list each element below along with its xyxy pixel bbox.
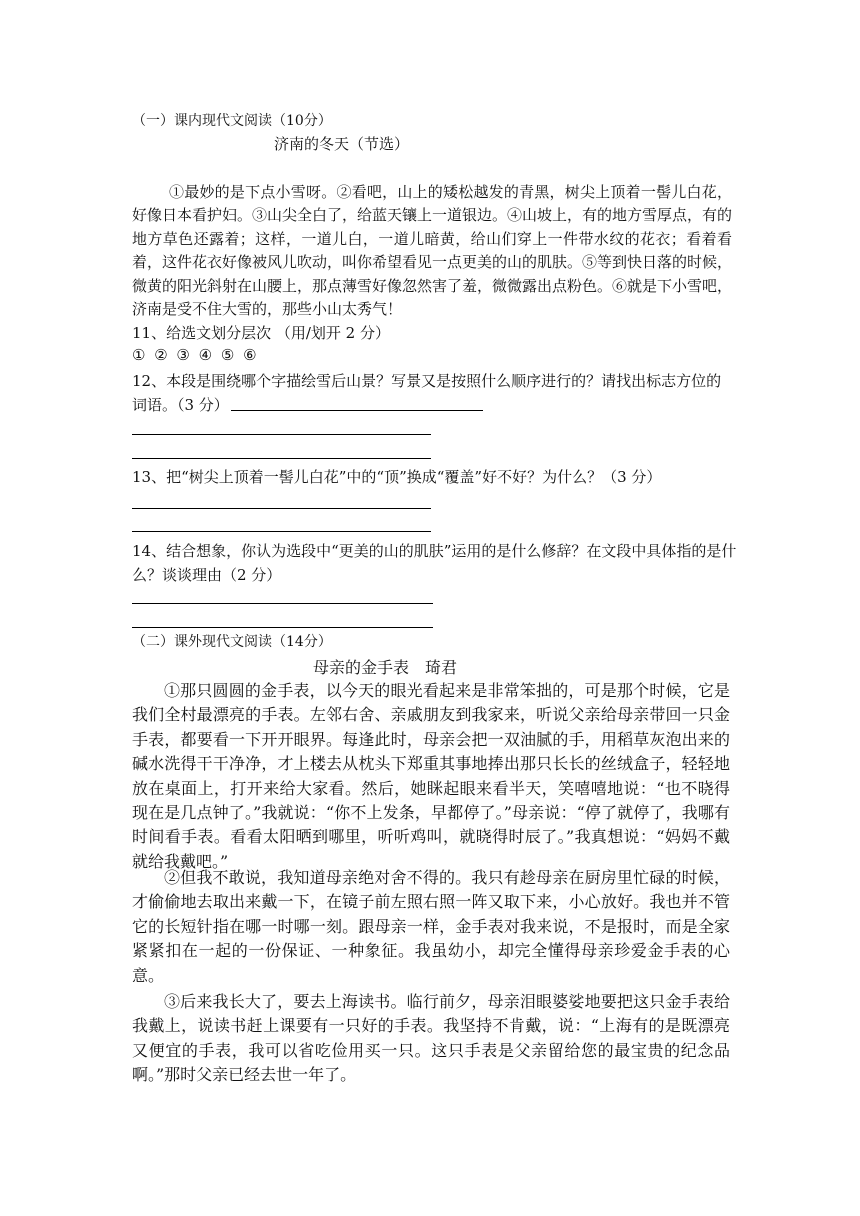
- answer-line-14a[interactable]: [132, 603, 433, 604]
- question-14-line2: 么？谈谈理由（2 分）: [132, 566, 282, 584]
- question-12-line1: 12、本段是围绕哪个字描绘雪后山景？写景又是按照什么顺序进行的？请找出标志方位的: [132, 372, 722, 390]
- question-13: 13、把“树尖上顶着一髻儿白花”中的“顶”换成“覆盖”好不好？为什么？（3 分）: [132, 468, 662, 486]
- answer-line-13a[interactable]: [132, 508, 431, 509]
- answer-line-13b[interactable]: [132, 531, 431, 532]
- section2-title: 母亲的金手表 琦君: [313, 658, 458, 677]
- question-12-line2: 词语。（3 分）: [132, 396, 229, 414]
- section2-paragraph-3: ③后来我长大了，要去上海读书。临行前夕，母亲泪眼婆娑地要把这只金手表给我戴上，说读书赶上课要有一只好的手表。我坚持不肯戴，说：“上海有的是既漂亮又便宜的手表，我可以省吃俭用买一只。这只手表是父亲留给您的最宝贵的纪念品啊。”那时父亲已经去世一年了。: [132, 992, 730, 1085]
- question-11: 11、给选文划分层次 （用/划开 2 分）: [132, 324, 390, 342]
- section2-paragraph-2: ②但我不敢说，我知道母亲绝对舍不得的。我只有趁母亲在厨房里忙碌的时候，才偷偷地去取出来戴一下，在镜子前左照右照一阵又取下来，小心放好。我也并不管它的长短针指在哪一时哪一刻。跟母亲一样，金手表对我来说，不是报时，而是全家紧紧扣在一起的一份保证、一种象征。我虽幼小，却完全懂得母亲珍爱金手表的心意。: [132, 868, 730, 985]
- question-11-options: ① ② ③ ④ ⑤ ⑥: [132, 346, 259, 364]
- answer-line-14b[interactable]: [132, 627, 433, 628]
- section1-passage: ①最妙的是下点小雪呀。②看吧，山上的矮松越发的青黑，树尖上顶着一髻儿白花，好像日本看护妇。③山尖全白了，给蓝天镶上一道银边。④山坡上，有的地方雪厚点，有的地方草色还露着；这样，一道儿白，一道儿暗黄，给山们穿上一件带水纹的花衣；看着看着，这件花衣好像被风儿吹动，叫你希望看见一点更美的山的肌肤。⑤等到快日落的时候，微黄的阳光斜射在山腰上，那点薄雪好像忽然害了羞，微微露出点粉色。⑥就是下小雪吧，济南是受不住大雪的，那些小山太秀气！: [132, 183, 733, 319]
- answer-line-12b[interactable]: [132, 434, 431, 435]
- section1-title: 济南的冬天（节选）: [274, 135, 410, 153]
- section2-paragraph-1: ①那只圆圆的金手表，以今天的眼光看起来是非常笨拙的，可是那个时候，它是我们全村最漂亮的手表。左邻右舍、亲戚朋友到我家来，听说父亲给母亲带回一只金手表，都要看一下开开眼界。每逢此时，母亲会把一双油腻的手，用稻草灰泡出来的碱水洗得干干净净，才上楼去从枕头下郑重其事地捧出那只长长的丝绒盒子，轻轻地放在桌面上，打开来给大家看。然后，她眯起眼来看半天，笑嘻嘻地说：“也不晓得现在是几点钟了。”我就说：“你不上发条，早都停了。”母亲说：“停了就停了，我哪有时间看手表。看看太阳晒到哪里，听听鸡叫，就晓得时辰了。”我真想说：“妈妈不戴就给我戴吧。”: [132, 681, 730, 871]
- question-14-line1: 14、结合想象，你认为选段中“更美的山的肌肤”运用的是什么修辞？在文段中具体指的是什: [132, 542, 737, 560]
- section1-header: （一）课内现代文阅读（10分）: [132, 113, 332, 129]
- answer-line-12c[interactable]: [132, 458, 431, 459]
- answer-line-12a[interactable]: [231, 410, 483, 411]
- section2-header: （二）课外现代文阅读（14分）: [132, 634, 332, 650]
